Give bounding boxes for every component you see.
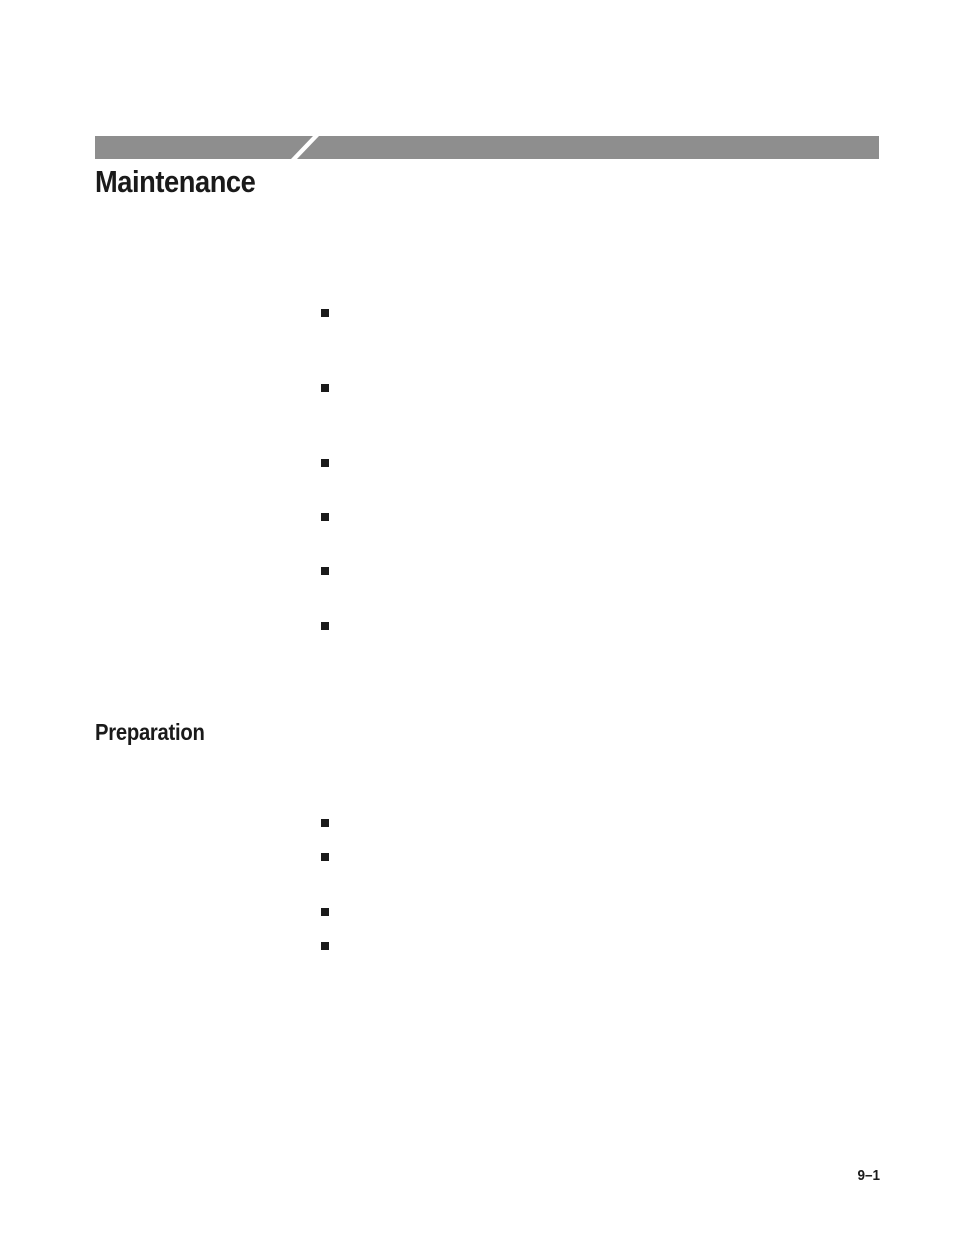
list-bullet [321, 384, 329, 392]
chapter-title: Maintenance [95, 164, 256, 199]
list-bullet [321, 819, 329, 827]
header-bar-right-segment [297, 136, 879, 159]
chapter-header-bar [95, 136, 879, 159]
list-bullet [321, 567, 329, 575]
list-bullet [321, 622, 329, 630]
page-number: 9–1 [857, 1167, 880, 1184]
header-bar-graphic [95, 136, 879, 159]
section-heading-preparation: Preparation [95, 719, 205, 745]
list-bullet [321, 459, 329, 467]
list-bullet [321, 853, 329, 861]
list-bullet [321, 513, 329, 521]
list-bullet [321, 309, 329, 317]
list-bullet [321, 908, 329, 916]
header-bar-left-segment [95, 136, 313, 159]
list-bullet [321, 942, 329, 950]
